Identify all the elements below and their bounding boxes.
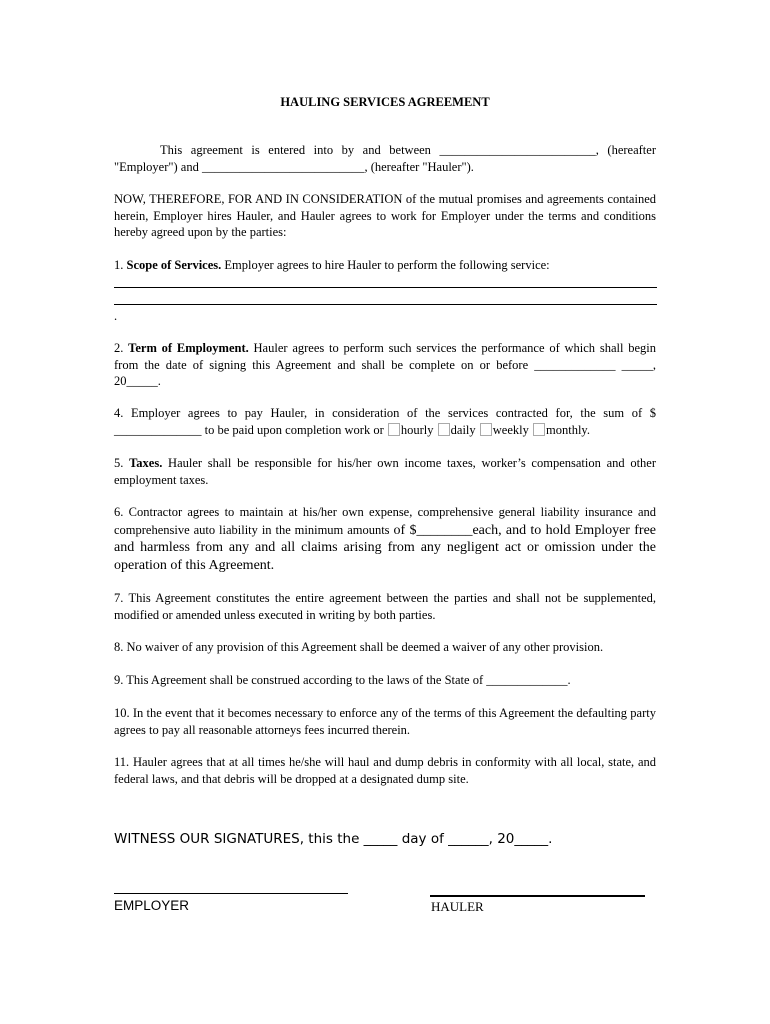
section-2-heading: Term of Employment. (128, 341, 249, 355)
consideration-paragraph: NOW, THEREFORE, FOR AND IN CONSIDERATION of the mutual promises and agreements contained herein, Employer hires Hauler, and Hauler agrees to work for Employer under the terms and conditions hereby agreed upon by the parties: (114, 192, 656, 239)
section-5-text: Hauler shall be responsible for his/her own income taxes, worker’s compensation and other employment taxes. (114, 456, 657, 487)
section-1-scope (114, 257, 656, 274)
section-8-waiver: 8. No waiver of any provision of this Agreement shall be deemed a waiver of any other provision. (114, 640, 604, 654)
hauler-signature-line (430, 895, 645, 897)
employer-label: EMPLOYER (114, 898, 190, 913)
daily-label: daily (450, 422, 476, 437)
section-2-number: 2. (114, 341, 124, 355)
section-10-enforcement: 10. In the event that it becomes necessary to enforce any of the terms of this Agreement the defaulting party agrees to pay all reasonable attorneys fees incurred therein. (114, 706, 656, 737)
daily-checkbox[interactable] (438, 423, 450, 436)
employer-signature-line (114, 893, 348, 894)
hauler-label: HAULER (431, 899, 484, 914)
section-2-text: Hauler agrees to perform such services the performance of which shall begin from the date of signing this Agreement and shall be complete on or before _____________ _____, 20_____. (114, 341, 657, 388)
section-1-heading: Scope of Services. (126, 258, 222, 272)
section-4-payment (114, 405, 656, 438)
monthly-checkbox[interactable] (533, 423, 545, 436)
section-11-debris: 11. Hauler agrees that at all times he/she will haul and dump debris in conformity with all local, state, and federal laws, and that debris will be dropped at a designated dump site. (114, 755, 656, 786)
section-6-text-a: 6. Contractor agrees to maintain at his/her own expense, comprehensive general liability insurance and comprehensive auto liability in the minimum amounts (114, 505, 656, 537)
section-5-taxes (114, 455, 656, 488)
monthly-label: monthly. (546, 422, 590, 437)
scope-blank-line-2 (114, 304, 657, 305)
weekly-label: weekly (492, 422, 529, 437)
intro-paragraph: This agreement is entered into by and between _________________________, (hereafter "Employer") and __________________________, (hereafter "Hauler"). (114, 143, 656, 174)
section-6-insurance (114, 504, 656, 574)
section-1-number: 1. (114, 258, 124, 272)
hourly-label: hourly (400, 422, 434, 437)
section-7-entire-agreement: 7. This Agreement constitutes the entire agreement between the parties and shall not be supplemented, modified or amended unless executed in writing by both parties. (114, 591, 656, 622)
weekly-checkbox[interactable] (480, 423, 492, 436)
section-5-heading: Taxes. (129, 456, 163, 470)
section-4-text: 4. Employer agrees to pay Hauler, in consideration of the services contracted for, the sum of $ ______________ to be paid upon completion work or (114, 406, 656, 437)
scope-blank-line-1 (114, 287, 657, 288)
section-1-text: Employer agrees to hire Hauler to perform the following service: (224, 258, 550, 272)
section-2-term (114, 340, 656, 390)
section-6-text-b: of $________each, and to hold Employer free and harmless from any and all claims arising from any negligent act or omission under the operation of this Agreement. (114, 522, 656, 573)
hourly-checkbox[interactable] (388, 423, 400, 436)
scope-trailing-period: . (114, 309, 118, 323)
witness-line: WITNESS OUR SIGNATURES, this the _____ day of ______, 20_____. (114, 831, 553, 847)
section-5-number: 5. (114, 456, 124, 470)
section-9-governing-law: 9. This Agreement shall be construed according to the laws of the State of _____________. (114, 673, 571, 687)
document-title: HAULING SERVICES AGREEMENT (280, 95, 490, 109)
